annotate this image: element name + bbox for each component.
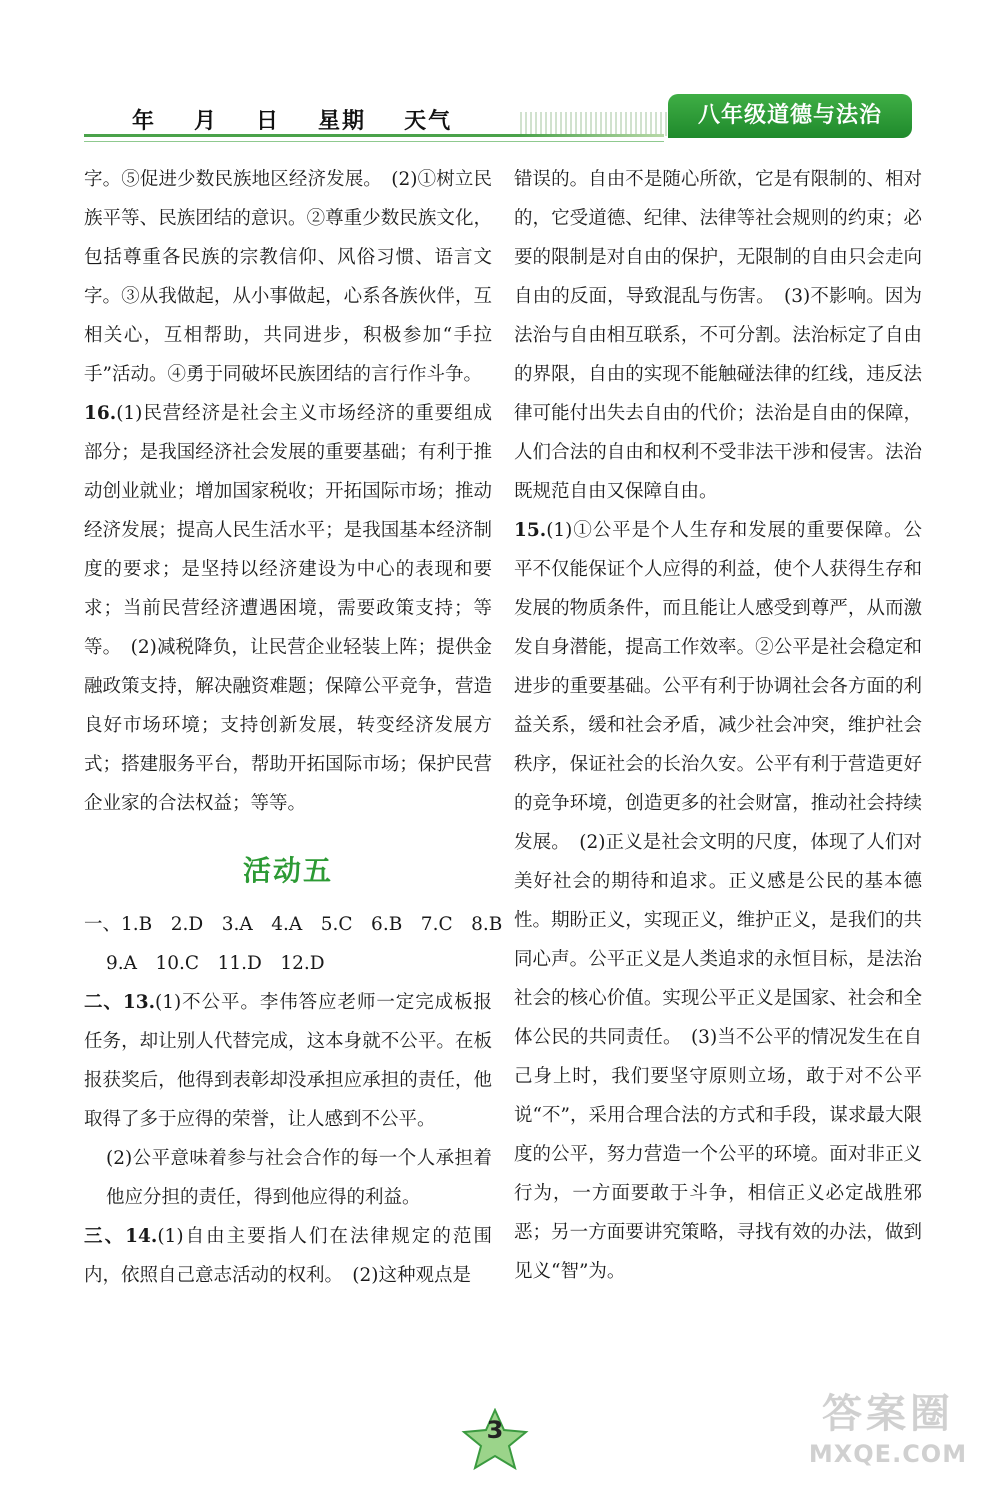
header-rule-thin (84, 141, 664, 142)
question-14 (84, 1217, 492, 1295)
question-number: 二、13. (84, 992, 156, 1013)
multiple-choice-row-2: 9.A 10.C 11.D 12.D (106, 953, 325, 974)
header-rule (84, 134, 664, 137)
watermark (788, 1389, 988, 1479)
question-number: 16. (84, 403, 117, 424)
right-column (514, 160, 922, 1291)
question-16-answer: (1)民营经济是社会主义市场经济的重要组成部分；是我国经济社会发展的重要基础；有利于推动创业就业；增加国家税收；开拓国际市场；推动经济发展；提高人民生活水平；是我国基本经济制度的要求；是坚持以经济建设为中心的表现和要求；当前民营经济遭遇困境，需要政策支持；等等。 (2)减税降负，让民营企业轻装上阵；提供金融政策支持，解决融资难题；保障公平竞争，营造良好市场环境；支持创新发展，转变经济发展方式；搭建服务平台，帮助开拓国际市场；保护民营企业家的合法权益；等等。 (84, 403, 492, 814)
subject-badge: 八年级道德与法治 (668, 94, 912, 138)
watermark-url: MXQE.COM (808, 1440, 968, 1468)
paragraph-continuation: 字。⑤促进少数民族地区经济发展。 (2)①树立民族平等、民族团结的意识。②尊重少数民族文化，包括尊重各民族的宗教信仰、风俗习惯、语言文字。③从我做起，从小事做起，心系各族伙伴，互相关心，互相帮助，共同进步，积极参加“手拉手”活动。④勇于同破坏民族团结的言行作斗争。 (84, 169, 492, 385)
question-number: 三、14. (84, 1226, 158, 1247)
field-weather: 天气 (404, 109, 453, 134)
page-number: 3 (486, 1416, 504, 1444)
field-weekday: 星期 (318, 109, 367, 134)
section-title: 活动五 (242, 854, 333, 887)
decorative-dot-strip (520, 112, 670, 136)
question-15-answer: (1)①公平是个人生存和发展的重要保障。公平不仅能保证个人应得的利益，使个人获得生存和发展的物质条件，而且能让人感受到尊严，从而激发自身潜能，提高工作效率。②公平是社会稳定和进步的重要基础。公平有利于协调社会各方面的利益关系，缓和社会矛盾，减少社会冲突，维护社会秩序，保证社会的长治久安。公平有利于营造更好的竞争环境，创造更多的社会财富，推动社会持续发展。 (2)正义是社会文明的尺度，体现了人们对美好社会的期待和追求。正义感是公民的基本德性。期盼正义，实现正义，维护正义，是我们的共同心声。公平正义是人类追求的永恒目标，是法治社会的核心价值。实现公平正义是国家、社会和全体公民的共同责任。 (3)当不公平的情况发生在自己身上时，我们要坚守原则立场，敢于对不公平说“不”，采用合理合法的方式和手段，谋求最大限度的公平，努力营造一个公平的环境。面对非正义行为，一方面要敢于斗争，相信正义必定战胜邪恶；另一方面要讲究策略，寻找有效的办法，做到见义“智”为。 (514, 520, 922, 1282)
paragraph-continuation: 错误的。自由不是随心所欲，它是有限制的、相对的，它受道德、纪律、法律等社会规则的约束；必要的限制是对自由的保护，无限制的自由只会走向自由的反面，导致混乱与伤害。 (3)不影响。因为法治与自由相互联系，不可分割。法治标定了自由的界限，自由的实现不能触碰法律的红线，违反法律可能付出失去自由的代价；法治是自由的保障，人们合法的自由和权利不受非法干涉和侵害。法治既规范自由又保障自由。 (514, 169, 922, 502)
field-month: 月 (194, 109, 219, 134)
date-weather-fields (132, 104, 490, 135)
question-13-part-1: (1)不公平。李伟答应老师一定完成板报任务，却让别人代替完成，这本身就不公平。在板报获奖后，他得到表彰却没承担应承担的责任，他取得了多于应得的荣誉，让人感到不公平。 (84, 992, 492, 1130)
question-15 (514, 511, 922, 1291)
question-13-part-2: (2)公平意味着参与社会合作的每一个人承担着他应分担的责任，得到他应得的利益。 (106, 1148, 492, 1208)
field-day: 日 (256, 109, 281, 134)
multiple-choice-row-1: 一、1.B 2.D 3.A 4.A 5.C 6.B 7.C 8.B (84, 914, 503, 935)
question-14-answer: (1)自由主要指人们在法律规定的范围内，依照自己意志活动的权利。 (2)这种观点是 (84, 1226, 492, 1286)
question-number: 15. (514, 520, 547, 541)
field-year: 年 (132, 109, 157, 134)
question-13 (84, 983, 492, 1139)
page-header (0, 0, 1000, 150)
left-column (84, 160, 503, 1295)
watermark-logo-text: 答案圈 (822, 1391, 954, 1437)
question-16 (84, 394, 492, 823)
